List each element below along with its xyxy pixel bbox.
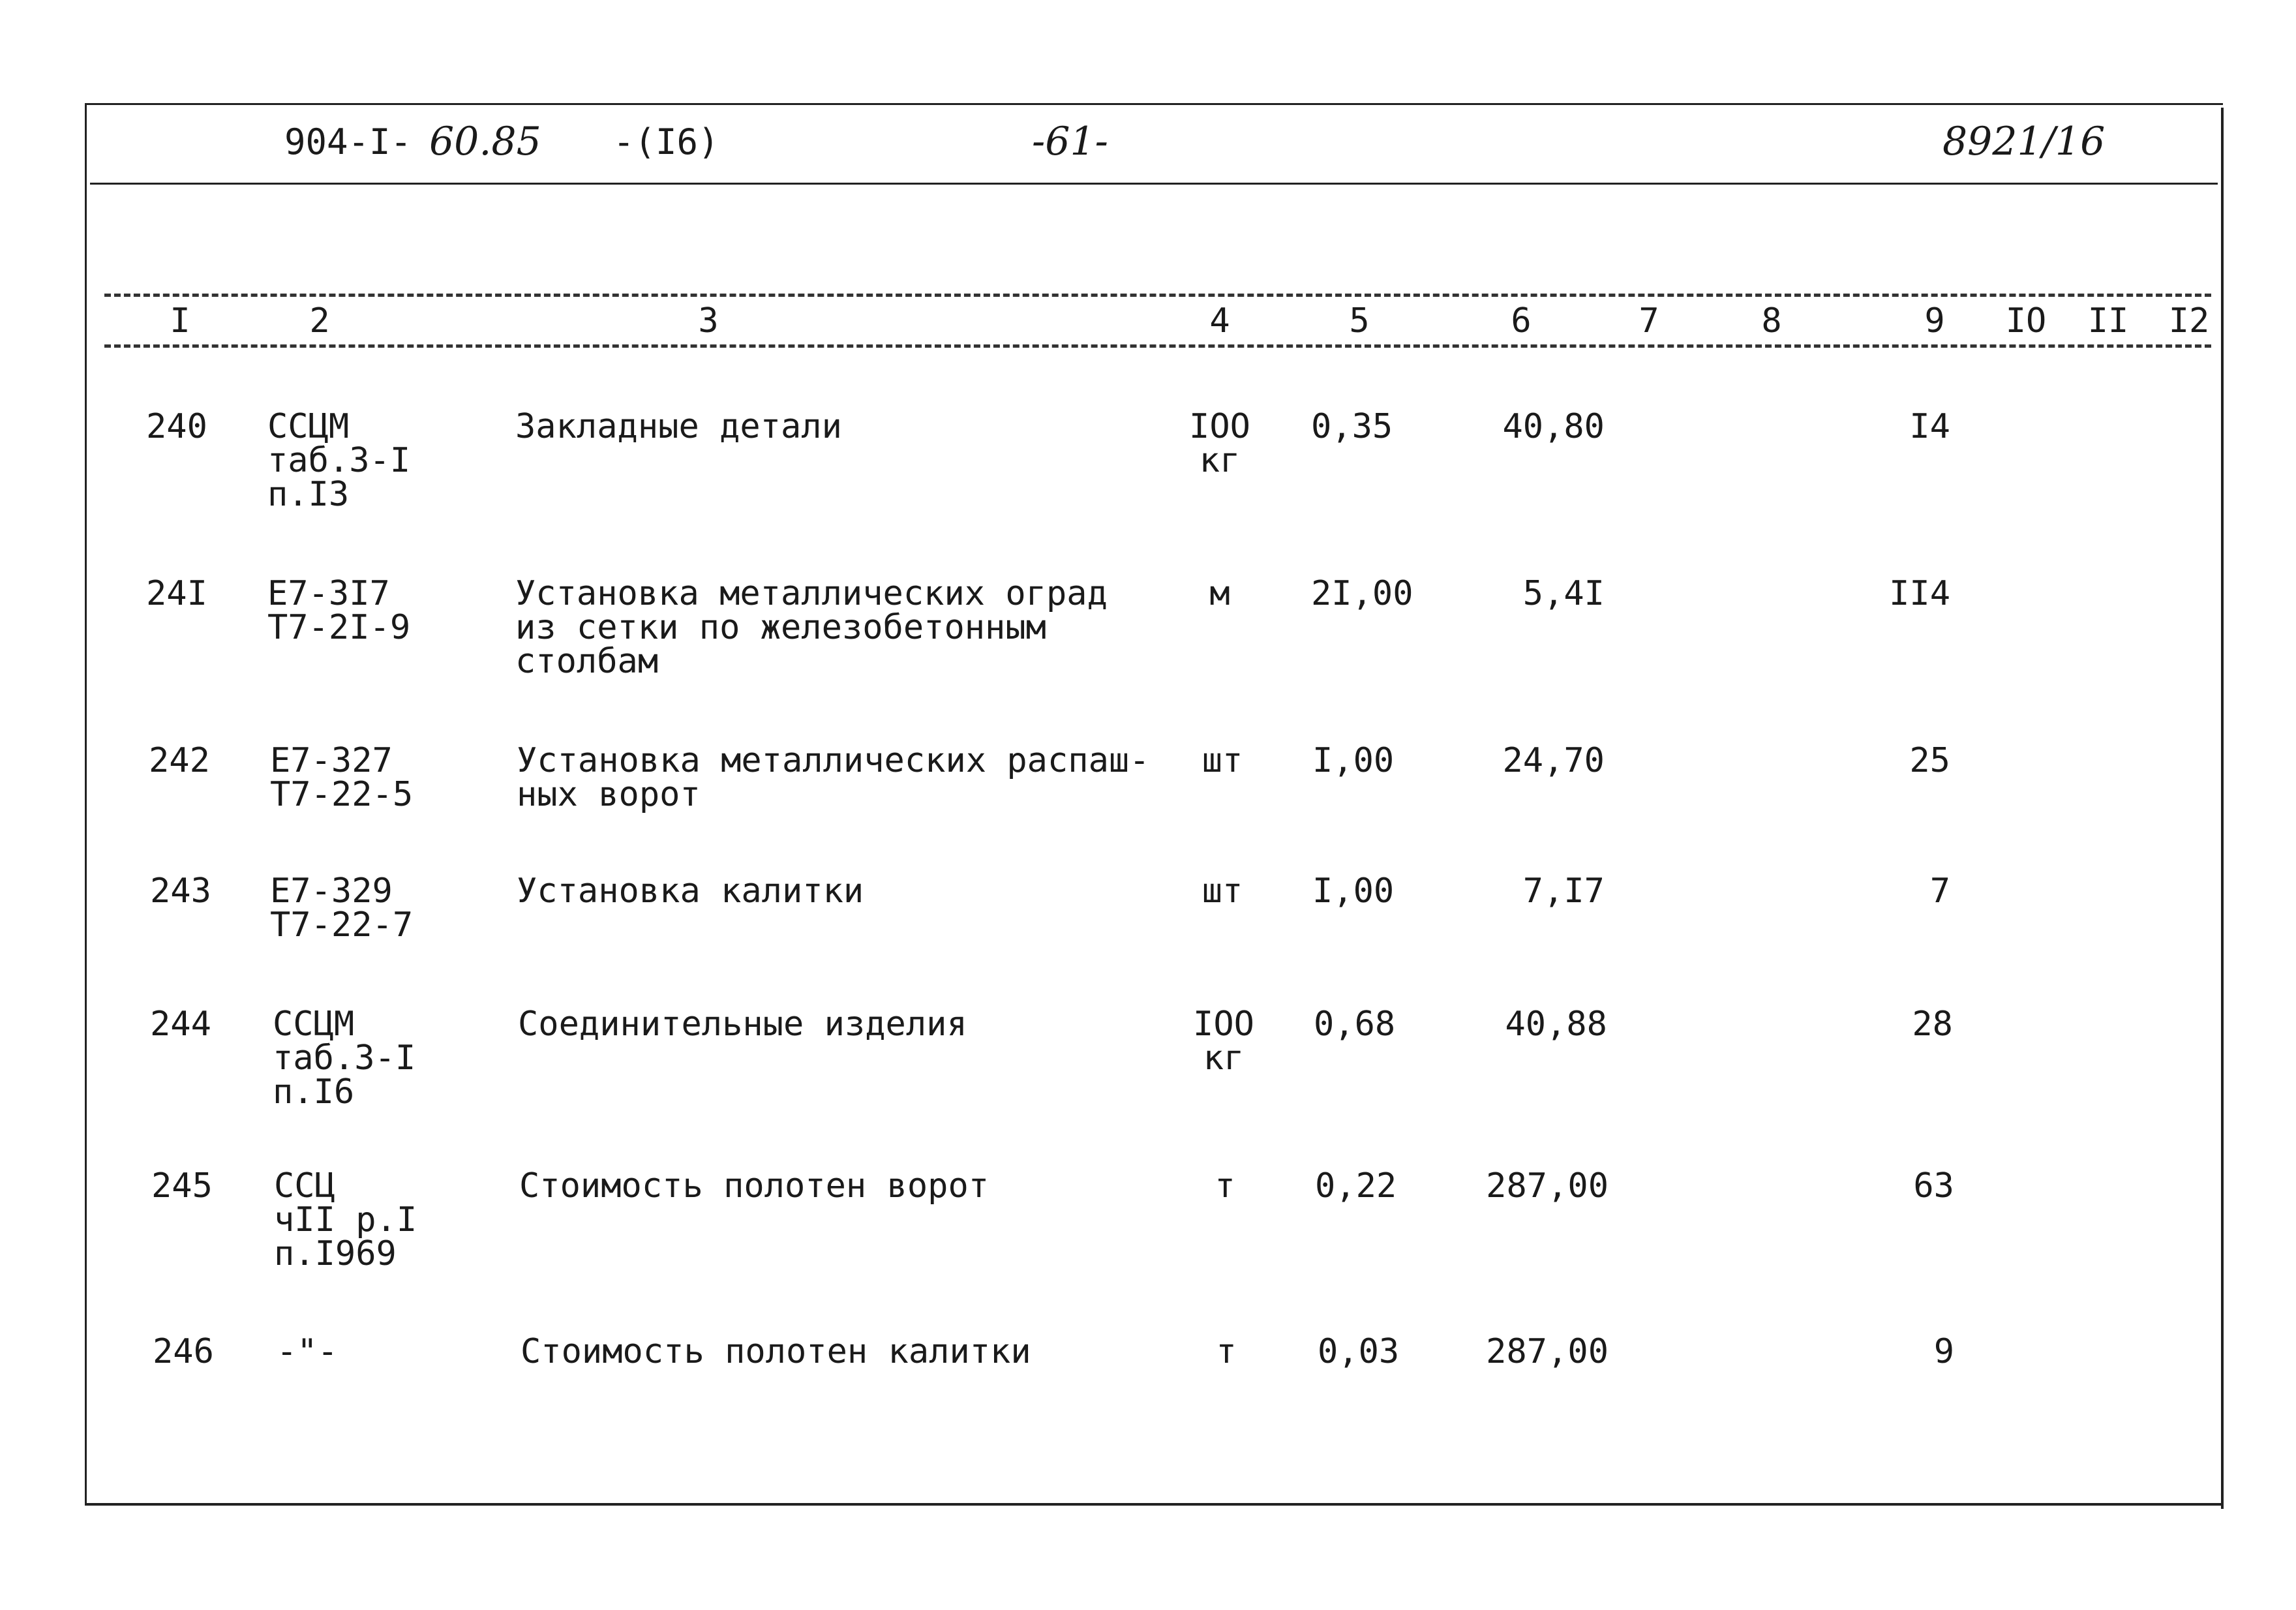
frame-top-border (85, 103, 2223, 105)
quantity: I,00 (1312, 741, 1395, 780)
unit-price: 40,80 (1502, 407, 1605, 446)
column-number: II (2087, 301, 2129, 341)
unit-price: 5,4I (1522, 574, 1605, 613)
unit: IOO кг (1189, 407, 1250, 480)
unit-price: 40,88 (1505, 1005, 1607, 1044)
quantity: 0,35 (1311, 407, 1393, 446)
column-number: 2 (309, 301, 330, 341)
total-cost: 9 (1933, 1332, 1954, 1371)
work-name: Установка калитки (517, 872, 864, 911)
column-number: 4 (1209, 301, 1230, 341)
page-number: -61- (1032, 119, 1108, 164)
unit: м (1209, 574, 1230, 613)
unit: шт (1201, 872, 1243, 911)
total-cost: 7 (1929, 872, 1950, 911)
column-header-top-rule (104, 294, 2211, 297)
quantity: I,00 (1312, 872, 1395, 911)
row-number: 244 (150, 1005, 211, 1044)
column-number: 8 (1761, 301, 1782, 341)
norm-code: -"- (277, 1332, 338, 1371)
total-cost: I4 (1909, 407, 1950, 446)
doc-series-handwritten: 60.85 (429, 119, 541, 164)
quantity: 0,68 (1314, 1005, 1396, 1044)
quantity: 0,22 (1315, 1166, 1397, 1206)
work-name: Установка металлических распаш- ных ворот (517, 741, 1150, 814)
row-number: 243 (150, 872, 211, 911)
column-number: 5 (1349, 301, 1370, 341)
column-number: 7 (1639, 301, 1659, 341)
unit: IOO кг (1193, 1005, 1254, 1078)
norm-code: Е7-327 Т7-22-5 (270, 741, 414, 814)
work-name: Закладные детали (515, 407, 842, 446)
total-cost: 25 (1909, 741, 1950, 780)
column-number: 3 (698, 301, 719, 341)
unit-price: 287,00 (1486, 1332, 1609, 1371)
frame-left-border (85, 103, 87, 1504)
unit: шт (1201, 741, 1243, 780)
column-number: I2 (2168, 301, 2210, 341)
column-number: 6 (1511, 301, 1532, 341)
work-name: Стоимость полотен калитки (521, 1332, 1031, 1371)
work-name: Стоимость полотен ворот (519, 1166, 989, 1206)
quantity: 0,03 (1318, 1332, 1400, 1371)
total-cost: II4 (1889, 574, 1950, 613)
norm-code: ССЦМ таб.3-I п.I3 (267, 407, 411, 514)
unit-price: 287,00 (1486, 1166, 1609, 1206)
archive-number: 8921/16 (1942, 119, 2106, 164)
norm-code: Е7-3I7 Т7-2I-9 (267, 574, 411, 647)
row-number: 245 (151, 1166, 213, 1206)
doc-part-number: -(I6) (613, 121, 719, 162)
row-number: 24I (146, 574, 207, 613)
total-cost: 28 (1912, 1005, 1953, 1044)
column-number: 9 (1924, 301, 1945, 341)
row-number: 246 (153, 1332, 214, 1371)
column-number: IO (2005, 301, 2047, 341)
work-name: Соединительные изделия (518, 1005, 967, 1044)
norm-code: Е7-329 Т7-22-7 (270, 872, 414, 945)
norm-code: ССЦ чII р.I п.I969 (274, 1166, 417, 1273)
header-rule (90, 183, 2218, 185)
unit: т (1215, 1166, 1235, 1206)
column-header-bottom-rule (104, 344, 2211, 348)
doc-series-prefix: 904-I- (284, 121, 412, 162)
quantity: 2I,00 (1311, 574, 1413, 613)
work-name: Установка металлических оград из сетки по железобетонным столбам (515, 574, 1108, 681)
unit: т (1216, 1332, 1237, 1371)
unit-price: 24,70 (1502, 741, 1605, 780)
norm-code: ССЦМ таб.3-I п.I6 (273, 1005, 416, 1112)
total-cost: 63 (1913, 1166, 1954, 1206)
unit-price: 7,I7 (1522, 872, 1605, 911)
frame-bottom-border (85, 1503, 2223, 1506)
column-number: I (170, 301, 190, 341)
row-number: 240 (146, 407, 207, 446)
row-number: 242 (149, 741, 210, 780)
